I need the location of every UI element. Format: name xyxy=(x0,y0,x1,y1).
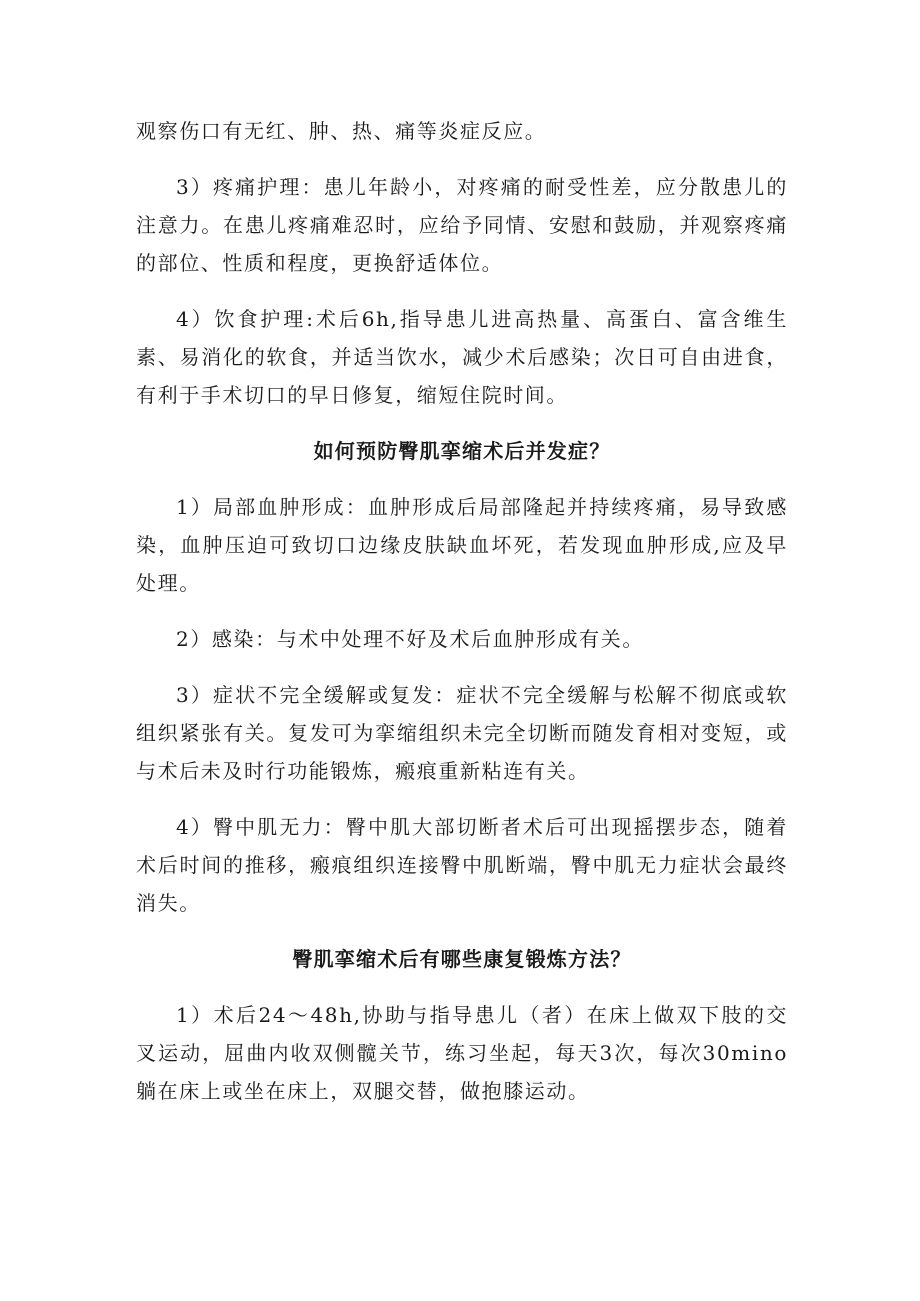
list-item-infection: 2）感染：与术中处理不好及术后血肿形成有关。 xyxy=(176,627,644,651)
paragraph-pain-care: 3）疼痛护理：患儿年龄小，对疼痛的耐受性差，应分散患儿的注意力。在患儿疼痛难忍时，应给予同情、安慰和鼓励，并观察疼痛的部位、性质和程度，更换舒适体位。 xyxy=(136,175,788,275)
list-item-hematoma: 1）局部血肿形成：血肿形成后局部隆起并持续疼痛，易导致感染，血肿压迫可致切口边缘皮肤缺血坏死，若发现血肿形成,应及早处理。 xyxy=(136,495,788,595)
list-item-rehab-exercise: 1）术后24～48h,协助与指导患儿（者）在床上做双下肢的交叉运动，屈曲内收双侧髋关节，练习坐起，每天3次，每次30mino躺在床上或坐在床上，双腿交替，做抱膝运动。 xyxy=(136,1003,788,1103)
paragraph-diet-care: 4）饮食护理:术后6h,指导患儿进高热量、高蛋白、富含维生素、易消化的软食，并适当饮水，减少术后感染；次日可自由进食，有利于手术切口的早日修复，缩短住院时间。 xyxy=(136,307,788,407)
paragraph-wound-observation: 观察伤口有无红、肿、热、痛等炎症反应。 xyxy=(136,119,547,143)
list-item-gluteus-weakness: 4）臀中肌无力：臀中肌大部切断者术后可出现摇摆步态，随着术后时间的推移，瘢痕组织连接臀中肌断端，臀中肌无力症状会最终消失。 xyxy=(136,815,788,915)
section-heading-rehabilitation: 臀肌挛缩术后有哪些康复锻炼方法？ xyxy=(292,947,632,971)
list-item-recurrence: 3）症状不完全缓解或复发：症状不完全缓解与松解不彻底或软组织紧张有关。复发可为挛缩组织未完全切断而随发育相对变短，或与术后未及时行功能锻炼，瘢痕重新粘连有关。 xyxy=(136,683,788,783)
section-heading-complications: 如何预防臀肌挛缩术后并发症？ xyxy=(313,439,611,463)
document-page xyxy=(136,112,788,1110)
